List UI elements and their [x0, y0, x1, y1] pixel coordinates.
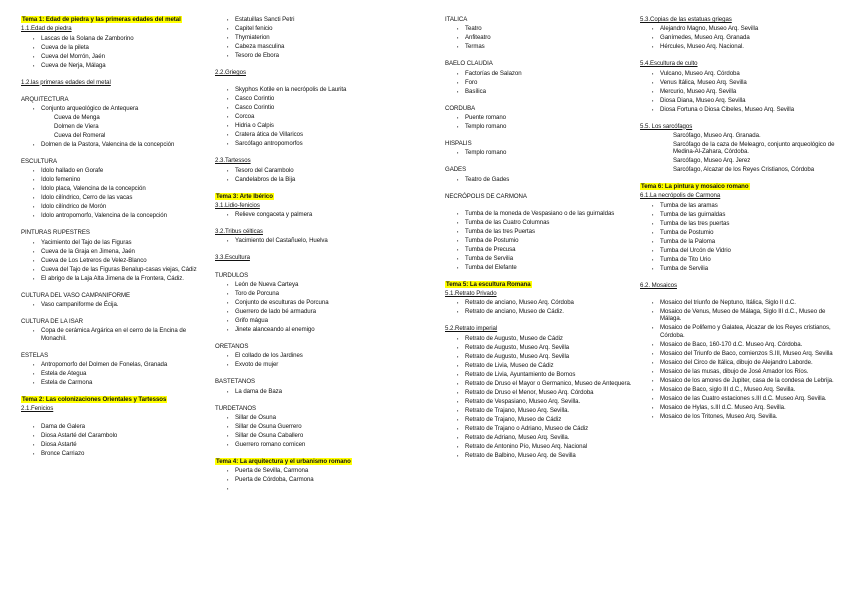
- list-item: ▪ Mosaico del triunfo de Neptuno, Itálica, Siglo II d.C.: [652, 299, 840, 306]
- list-item: ▪ Tumba de la moneda de Vespasiano o de las guirnaldas: [457, 210, 635, 217]
- list-item: ▪ Bronce Carriazo: [33, 450, 211, 457]
- list-item: ▪ Yacimiento del Castañuelo, Huelva: [227, 237, 420, 244]
- list-item: ▪ Cueva de Nerja, Málaga: [33, 62, 211, 69]
- bullet-list: [21, 167, 211, 219]
- subsection-heading: 6.2. Mosaicos: [640, 281, 677, 289]
- group-label: ORETANOS: [215, 343, 249, 351]
- list-item: ▪ Retrato de Vespasiano, Museo Arq. Sevilla.: [457, 398, 635, 405]
- list-item: ▪ Conjunto de esculturas de Porcuna: [227, 299, 420, 306]
- section-heading-wrap: [21, 396, 211, 404]
- list-item: ▪ Retrato de Trajano o Adriano, Museo de Cádiz: [457, 425, 635, 432]
- list-item: ▪ Retrato de Druso el Mayor o Germanico, Museo de Antequera.: [457, 380, 635, 387]
- list-item: ▪ Teatro de Gades: [457, 176, 635, 183]
- list-item: ▪ Diosa Astarté: [33, 441, 211, 448]
- spacer: [215, 264, 420, 272]
- bullet-list: [21, 105, 211, 112]
- group-label: ESTELAS: [21, 351, 49, 359]
- list-item: ▪ Idolo cilíndrico, Cerro de las vacas: [33, 194, 211, 201]
- spacer: [445, 185, 635, 193]
- list-item: ▪ Vaso campaniforme de Écija.: [33, 301, 211, 308]
- spacer: [215, 149, 420, 157]
- bullet-list: [215, 388, 420, 395]
- subsection-heading: 5.4.Escultura de culto: [640, 60, 698, 68]
- list-item: ▪ Thymiaterion: [227, 34, 420, 41]
- list-item: ▪ Tesoro del Carambolo: [227, 167, 420, 174]
- subsection-heading: 5.1.Retrato Privado: [445, 290, 497, 298]
- list-item: ▪ El abrigo de la Laja Alta Jimena de la Frontera, Cádiz.: [33, 275, 211, 282]
- list-item: ▪ Retrato de Druso el Menor, Museo Arq. Córdoba: [457, 389, 635, 396]
- section-heading-wrap: [21, 16, 211, 24]
- list-item: ▪ Estela de Carmona: [33, 379, 211, 386]
- list-item: ▪ Skyphos Kotile en la necrópolis de Laurita: [227, 86, 420, 93]
- spacer: [21, 221, 211, 229]
- bullet-list: [445, 149, 635, 156]
- list-item: ▪ Diosa Astarté del Carambolo: [33, 432, 211, 439]
- list-item: ▪ Retrato de Augusto, Museo de Cádiz: [457, 335, 635, 342]
- list-item: ▪ Anfiteatro: [457, 34, 635, 41]
- bullet-list: [445, 70, 635, 95]
- list-item: ▪ Tumba de Servilia: [652, 265, 840, 272]
- spacer: [215, 450, 420, 458]
- spacer: [640, 175, 840, 183]
- list-item: ▪ Mosaico del Circo de Itálica, dibujo de Alejandro Laborde.: [652, 359, 840, 366]
- bullet-list: [215, 414, 420, 448]
- spacer: [215, 370, 420, 378]
- column-3: [445, 16, 635, 461]
- bullet-list: [215, 16, 420, 59]
- subsection-heading: 3.1.Lidio-fenicios: [215, 201, 260, 209]
- bullet-list: [640, 25, 840, 50]
- section-heading: Tema 3: Arte Ibérico: [216, 192, 273, 200]
- subsection-heading: 5.2.Retrato imperial: [445, 325, 498, 333]
- list-item: ▪ Tumba de Postumio: [457, 237, 635, 244]
- list-item: ▪ Mosaico de Baco, 160-170 d.C. Museo Arq. Córdoba.: [652, 341, 840, 348]
- list-item: ▪ Puerta de Córdoba, Carmona: [227, 476, 420, 483]
- spacer: [445, 202, 635, 210]
- list-item: ▪ Relieve congaceta y palmera: [227, 211, 420, 218]
- spacer: [215, 335, 420, 343]
- group-label: ITALICA: [445, 16, 468, 23]
- bullet-list: [640, 202, 840, 272]
- list-item: ▪ Retrato de Livia, Ayuntamiento de Bornos: [457, 371, 635, 378]
- group-label: TURDETANOS: [215, 404, 257, 412]
- group-label: GADES: [445, 166, 467, 174]
- list-item: ▪ Lascas de la Solana de Zamborino: [33, 35, 211, 42]
- list-item: ▪ Retrato de Augusto, Museo Arq. Sevilla: [457, 344, 635, 351]
- spacer: [445, 132, 635, 140]
- group-label: BASTETANOS: [215, 378, 256, 386]
- subsection-heading: 2.2.Griegos: [215, 69, 246, 76]
- indented-list: [640, 132, 840, 174]
- list-item: ▪ Teatro: [457, 25, 635, 32]
- list-item: ▪ Tumba de las aramas: [652, 202, 840, 209]
- list-item: ▪ Tumba de las Cuatro Columnas: [457, 219, 635, 226]
- subsection-heading: 3.2.Tribus célticas: [215, 228, 263, 236]
- list-item: ▪ Conjunto arqueológico de Antequera: [33, 105, 211, 112]
- list-item: ▪ Tumba de Postumio: [652, 229, 840, 236]
- section-heading-wrap: [445, 281, 635, 289]
- subsection-heading: 2.3.Tartessos: [215, 157, 251, 165]
- bullet-list: [445, 210, 635, 271]
- spacer: [215, 397, 420, 405]
- indented-item: Cueva del Romeral: [54, 132, 106, 140]
- group-label: CULTURA DEL VASO CAMPANIFORME: [21, 291, 131, 299]
- list-item: ▪ Sillar de Osuna Guerrero: [227, 423, 420, 430]
- bullet-list: [215, 281, 420, 333]
- spacer: [21, 415, 211, 423]
- list-item: ▪ Idolo placa, Valencina de la concepción: [33, 185, 211, 192]
- spacer: [21, 71, 211, 79]
- column-1: [21, 16, 211, 459]
- list-item: ▪ Factorías de Salazon: [457, 70, 635, 77]
- list-item: ▪ Puerta de Sevilla, Carmona: [227, 467, 420, 474]
- bullet-list: [215, 86, 420, 147]
- list-item: ▪ Retrato de Balbino, Museo Arq. de Sevilla: [457, 452, 635, 459]
- list-item: ▪ Hércules, Museo Arq. Nacional.: [652, 43, 840, 50]
- list-item: ▪ Tesoro de Ebora: [227, 52, 420, 59]
- indented-item: Sarcófago, Museo Arq. Jerez: [673, 157, 751, 165]
- subsection-heading: 5.3.Copias de las estatuas griegas: [640, 16, 732, 23]
- list-item: ▪ Templo romano: [457, 123, 635, 130]
- subsection-heading: 1.2.las primeras edades del metal: [21, 78, 111, 86]
- list-item: ▪ Mosaico de los Tritones, Museo Arq. Sevilla.: [652, 413, 840, 420]
- list-item: ▪ Dama de Galera: [33, 423, 211, 430]
- bullet-list: [21, 35, 211, 69]
- section-heading: Tema 4: La arquitectura y el urbanismo romano: [216, 458, 351, 466]
- group-label: CULTURA DE LA ISAR: [21, 318, 83, 326]
- bullet-list: [21, 141, 211, 148]
- spacer: [21, 310, 211, 318]
- list-item: ▪ Mosaico de las musas, dibujo de José Amador los Ríos.: [652, 368, 840, 375]
- group-label: CORDUBA: [445, 104, 476, 112]
- section-heading: Tema 1: Edad de piedra y las primeras edades del metal: [22, 16, 181, 23]
- list-item: ▪ Sarcófago antropomorfos: [227, 140, 420, 147]
- list-item: ▪ El collado de los Jardines: [227, 352, 420, 359]
- list-item: ▪ Venus Itálica, Museo Arq. Sevilla: [652, 79, 840, 86]
- list-item: ▪ Exvoto de mujer: [227, 361, 420, 368]
- indented-item: Sarcófago, Alcazar de los Reyes Cristianos, Córdoba: [673, 166, 815, 174]
- list-item: ▪ Retrato de Trajano, Museo de Cádiz: [457, 416, 635, 423]
- list-item: ▪ Idolo cilíndrico de Morón: [33, 203, 211, 210]
- group-label: NECRÓPOLIS DE CARMONA: [445, 192, 527, 200]
- column-2: [215, 16, 420, 485]
- spacer: [640, 115, 840, 123]
- group-label: ESCULTURA: [21, 158, 58, 166]
- spacer: [640, 274, 840, 282]
- list-item: ▪ León de Nueva Carteya: [227, 281, 420, 288]
- spacer: [215, 246, 420, 254]
- bullet-list: [21, 361, 211, 386]
- list-item: ▪ Retrato de Trajano, Museo Arq. Sevilla.: [457, 407, 635, 414]
- list-item: ▪ Mosaico de las Cuatro estaciones s.III d.C. Museo Arq. Sevilla.: [652, 395, 840, 402]
- indented-item: Dolmen de Viera: [54, 123, 99, 131]
- bullet-list: [215, 167, 420, 183]
- section-heading-wrap: [215, 193, 420, 201]
- list-item: ▪ Alejandro Magno, Museo Arq. Sevilla: [652, 25, 840, 32]
- section-heading-wrap: [215, 458, 420, 466]
- bullet-list: [640, 299, 840, 420]
- list-item: ▪ Antropomorfo del Dolmen de Fonelas, Granada: [33, 361, 211, 368]
- list-item: ▪ Retrato de Adriano, Museo Arq. Sevilla.: [457, 434, 635, 441]
- list-item: ▪ Corcoa: [227, 113, 420, 120]
- bullet-list: [21, 423, 211, 457]
- list-item: ▪ Mosaico de los amores de Jupiter, casa de la condesa de Lebrija.: [652, 377, 840, 384]
- list-item: ▪ Guerrero de lado bé armadura: [227, 308, 420, 315]
- group-label: ARQUITECTURA: [21, 95, 69, 103]
- column-4: [640, 16, 840, 422]
- subsection-heading: 1.1.Edad de piedra: [21, 25, 72, 33]
- spacer: [21, 344, 211, 352]
- list-item: ▪ Candelabros de la Bija: [227, 176, 420, 183]
- group-label: TURDULOS: [215, 271, 249, 279]
- bullet-list: [215, 352, 420, 368]
- spacer: [21, 388, 211, 396]
- bullet-list: [21, 239, 211, 282]
- bullet-list: [215, 237, 420, 244]
- list-item: ▪ Copa de cerámica Argárica en el cerro de la Encina de Monachil.: [33, 327, 211, 342]
- indented-item: Sarcófago de la caza de Meleagro, conjunto arqueológico de Medina-Al-Zahara, Córdoba.: [673, 140, 835, 156]
- bullet-list: [445, 335, 635, 459]
- list-item: ▪ Tumba de las tres Puertas: [457, 228, 635, 235]
- list-item: ▪ Casco Corintio: [227, 104, 420, 111]
- list-item: ▪ Cueva del Tajo de las Figuras Benalup-casas viejas, Cádiz: [33, 266, 211, 273]
- list-item: ▪ Estatuillas Sancti Petri: [227, 16, 420, 23]
- list-item: ▪ Mosaico de Polifemo y Galatea, Alcazar de los Reyes cristianos, Córdoba.: [652, 324, 840, 339]
- spacer: [640, 52, 840, 60]
- list-item: ▪ Retrato de anciano, Museo de Cádiz.: [457, 308, 635, 315]
- spacer: [445, 158, 635, 166]
- list-item: ▪ Basílica: [457, 88, 635, 95]
- list-item: ▪ Dolmen de la Pastora, Valencina de la concepción: [33, 141, 211, 148]
- list-item: ▪ Tumba del Elefante: [457, 264, 635, 271]
- list-item: ▪ Idolo antropomorfo, Valencina de la concepción: [33, 212, 211, 219]
- list-item: ▪ Grifo mágua: [227, 317, 420, 324]
- list-item: ▪ Capitel fenicio: [227, 25, 420, 32]
- list-item: ▪ Cueva de la pileta: [33, 44, 211, 51]
- list-item: ▪ Termas: [457, 43, 635, 50]
- spacer: [215, 78, 420, 86]
- subsection-heading: 5.5. Los sarcófagos: [640, 122, 693, 130]
- spacer: [215, 185, 420, 193]
- list-item: ▪ Estela de Ategua: [33, 370, 211, 377]
- list-item: ▪ Idolo femenino: [33, 176, 211, 183]
- section-heading: Tema 6: La pintura y mosaico romano: [641, 183, 749, 191]
- list-item: ▪ Yacimiento del Tajo de las Figuras: [33, 239, 211, 246]
- list-item: ▪ Sillar de Osuna Caballero: [227, 432, 420, 439]
- list-item: ▪ Tumba del Urcón de Vidrio: [652, 247, 840, 254]
- list-item: ▪ Diosa Diana, Museo Arq. Sevilla: [652, 97, 840, 104]
- list-item: ▪ Retrato de Antonino Pío, Museo Arq. Nacional: [457, 443, 635, 450]
- spacer: [21, 150, 211, 158]
- subsection-heading: 6.1.La necrópolis de Carmona: [640, 192, 721, 200]
- group-label: PINTURAS RUPESTRES: [21, 229, 90, 237]
- list-item: ▪ Cratera ática de Villaricos: [227, 131, 420, 138]
- bullet-list: [21, 301, 211, 308]
- subsection-heading: 3.3.Escultura: [215, 254, 250, 262]
- spacer: [445, 97, 635, 105]
- list-item: ▪ Tumba de las tres puertas: [652, 220, 840, 227]
- bullet-list: [215, 211, 420, 218]
- indented-item: Sarcófago, Museo Arq. Granada.: [673, 131, 761, 139]
- bullet-list: [215, 467, 420, 483]
- list-item: ▪ Vulcano, Museo Arq. Córdoba: [652, 70, 840, 77]
- list-item: ▪ Tumba de la Paloma: [652, 238, 840, 245]
- list-item: ▪ Idolo hallado en Gorafe: [33, 167, 211, 174]
- list-item: ▪ Cabeza masculina: [227, 43, 420, 50]
- list-item: ▪ Cueva de Los Letreros de Velez-Blanco: [33, 257, 211, 264]
- list-item: ▪ Sillar de Osuna: [227, 414, 420, 421]
- bullet-list: [445, 176, 635, 183]
- list-item: ▪ Toro de Porcuna: [227, 290, 420, 297]
- list-item: ▪ Puente romano: [457, 114, 635, 121]
- spacer: [215, 220, 420, 228]
- list-item: ▪ Mosaico de Hylas, s.III d.C. Museo Arq. Sevilla.: [652, 404, 840, 411]
- list-item: ▪ Retrato de Livia, Museo de Cádiz: [457, 362, 635, 369]
- list-item: ▪ Casco Corintio: [227, 95, 420, 102]
- group-label: BAELO CLAUDIA: [445, 60, 493, 68]
- list-item: ▪ Tumba de las guirnaldas: [652, 211, 840, 218]
- list-item: ▪ Jinete alanceando al enemigo: [227, 326, 420, 333]
- list-item: ▪ Hidria o Calpis: [227, 122, 420, 129]
- list-item: ▪ Cueva del Morrón, Jaén: [33, 53, 211, 60]
- bullet-list: [445, 299, 635, 315]
- spacer: [445, 273, 635, 281]
- bullet-list: [640, 70, 840, 113]
- spacer: [21, 284, 211, 292]
- list-item: ▪ Retrato de anciano, Museo Arq. Córdoba: [457, 299, 635, 306]
- section-heading-wrap: [640, 183, 840, 191]
- spacer: [445, 317, 635, 325]
- list-item: ▪ Mosaico del Triunfo de Baco, comienzos S.III, Museo Arq. Sevilla: [652, 350, 840, 357]
- bullet-list: [21, 327, 211, 342]
- list-item: ▪ Diosa Fortuna o Diosa Cibeles, Museo Arq. Sevilla: [652, 106, 840, 113]
- bullet-list: [445, 114, 635, 130]
- spacer: [640, 291, 840, 299]
- group-label: HISPALIS: [445, 139, 472, 147]
- spacer: [21, 88, 211, 96]
- spacer: [215, 61, 420, 69]
- list-item: ▪ Templo romano: [457, 149, 635, 156]
- spacer: [445, 52, 635, 60]
- indented-item: Cueva de Menga: [54, 114, 100, 122]
- list-item: ▪ Mosaico de Venus, Museo de Málaga, Siglo III d.C., Museo de Málaga.: [652, 308, 840, 323]
- section-heading: Tema 5: La escultura Romana: [446, 280, 531, 288]
- list-item: ▪ Ganímedes, Museo Arq. Granada: [652, 34, 840, 41]
- list-item: ▪ Tumba de Servilia: [457, 255, 635, 262]
- list-item: ▪ Mosaico de Baco, siglo III d.C., Museo Arq. Sevilla.: [652, 386, 840, 393]
- bullet-list: [445, 25, 635, 50]
- list-item: ▪ Tumba de Tito Urio: [652, 256, 840, 263]
- indented-list: [21, 114, 211, 139]
- list-item: ▪ Retrato de Augusto, Museo Arq. Sevilla: [457, 353, 635, 360]
- list-item: ▪ La dama de Baza: [227, 388, 420, 395]
- list-item: ▪ Foro: [457, 79, 635, 86]
- list-item: ▪ Guerrero romano cornicen: [227, 441, 420, 448]
- list-item: ▪ Cueva de la Graja en Jimena, Jaén: [33, 248, 211, 255]
- section-heading: Tema 2: Las colonizaciones Orientales y Tartessos: [22, 396, 167, 404]
- list-item: ▪ Tumba de Precusa: [457, 246, 635, 253]
- list-item: ▪ Mercurio, Museo Arq. Sevilla: [652, 88, 840, 95]
- subsection-heading: 2.1.Fenicios: [21, 405, 54, 413]
